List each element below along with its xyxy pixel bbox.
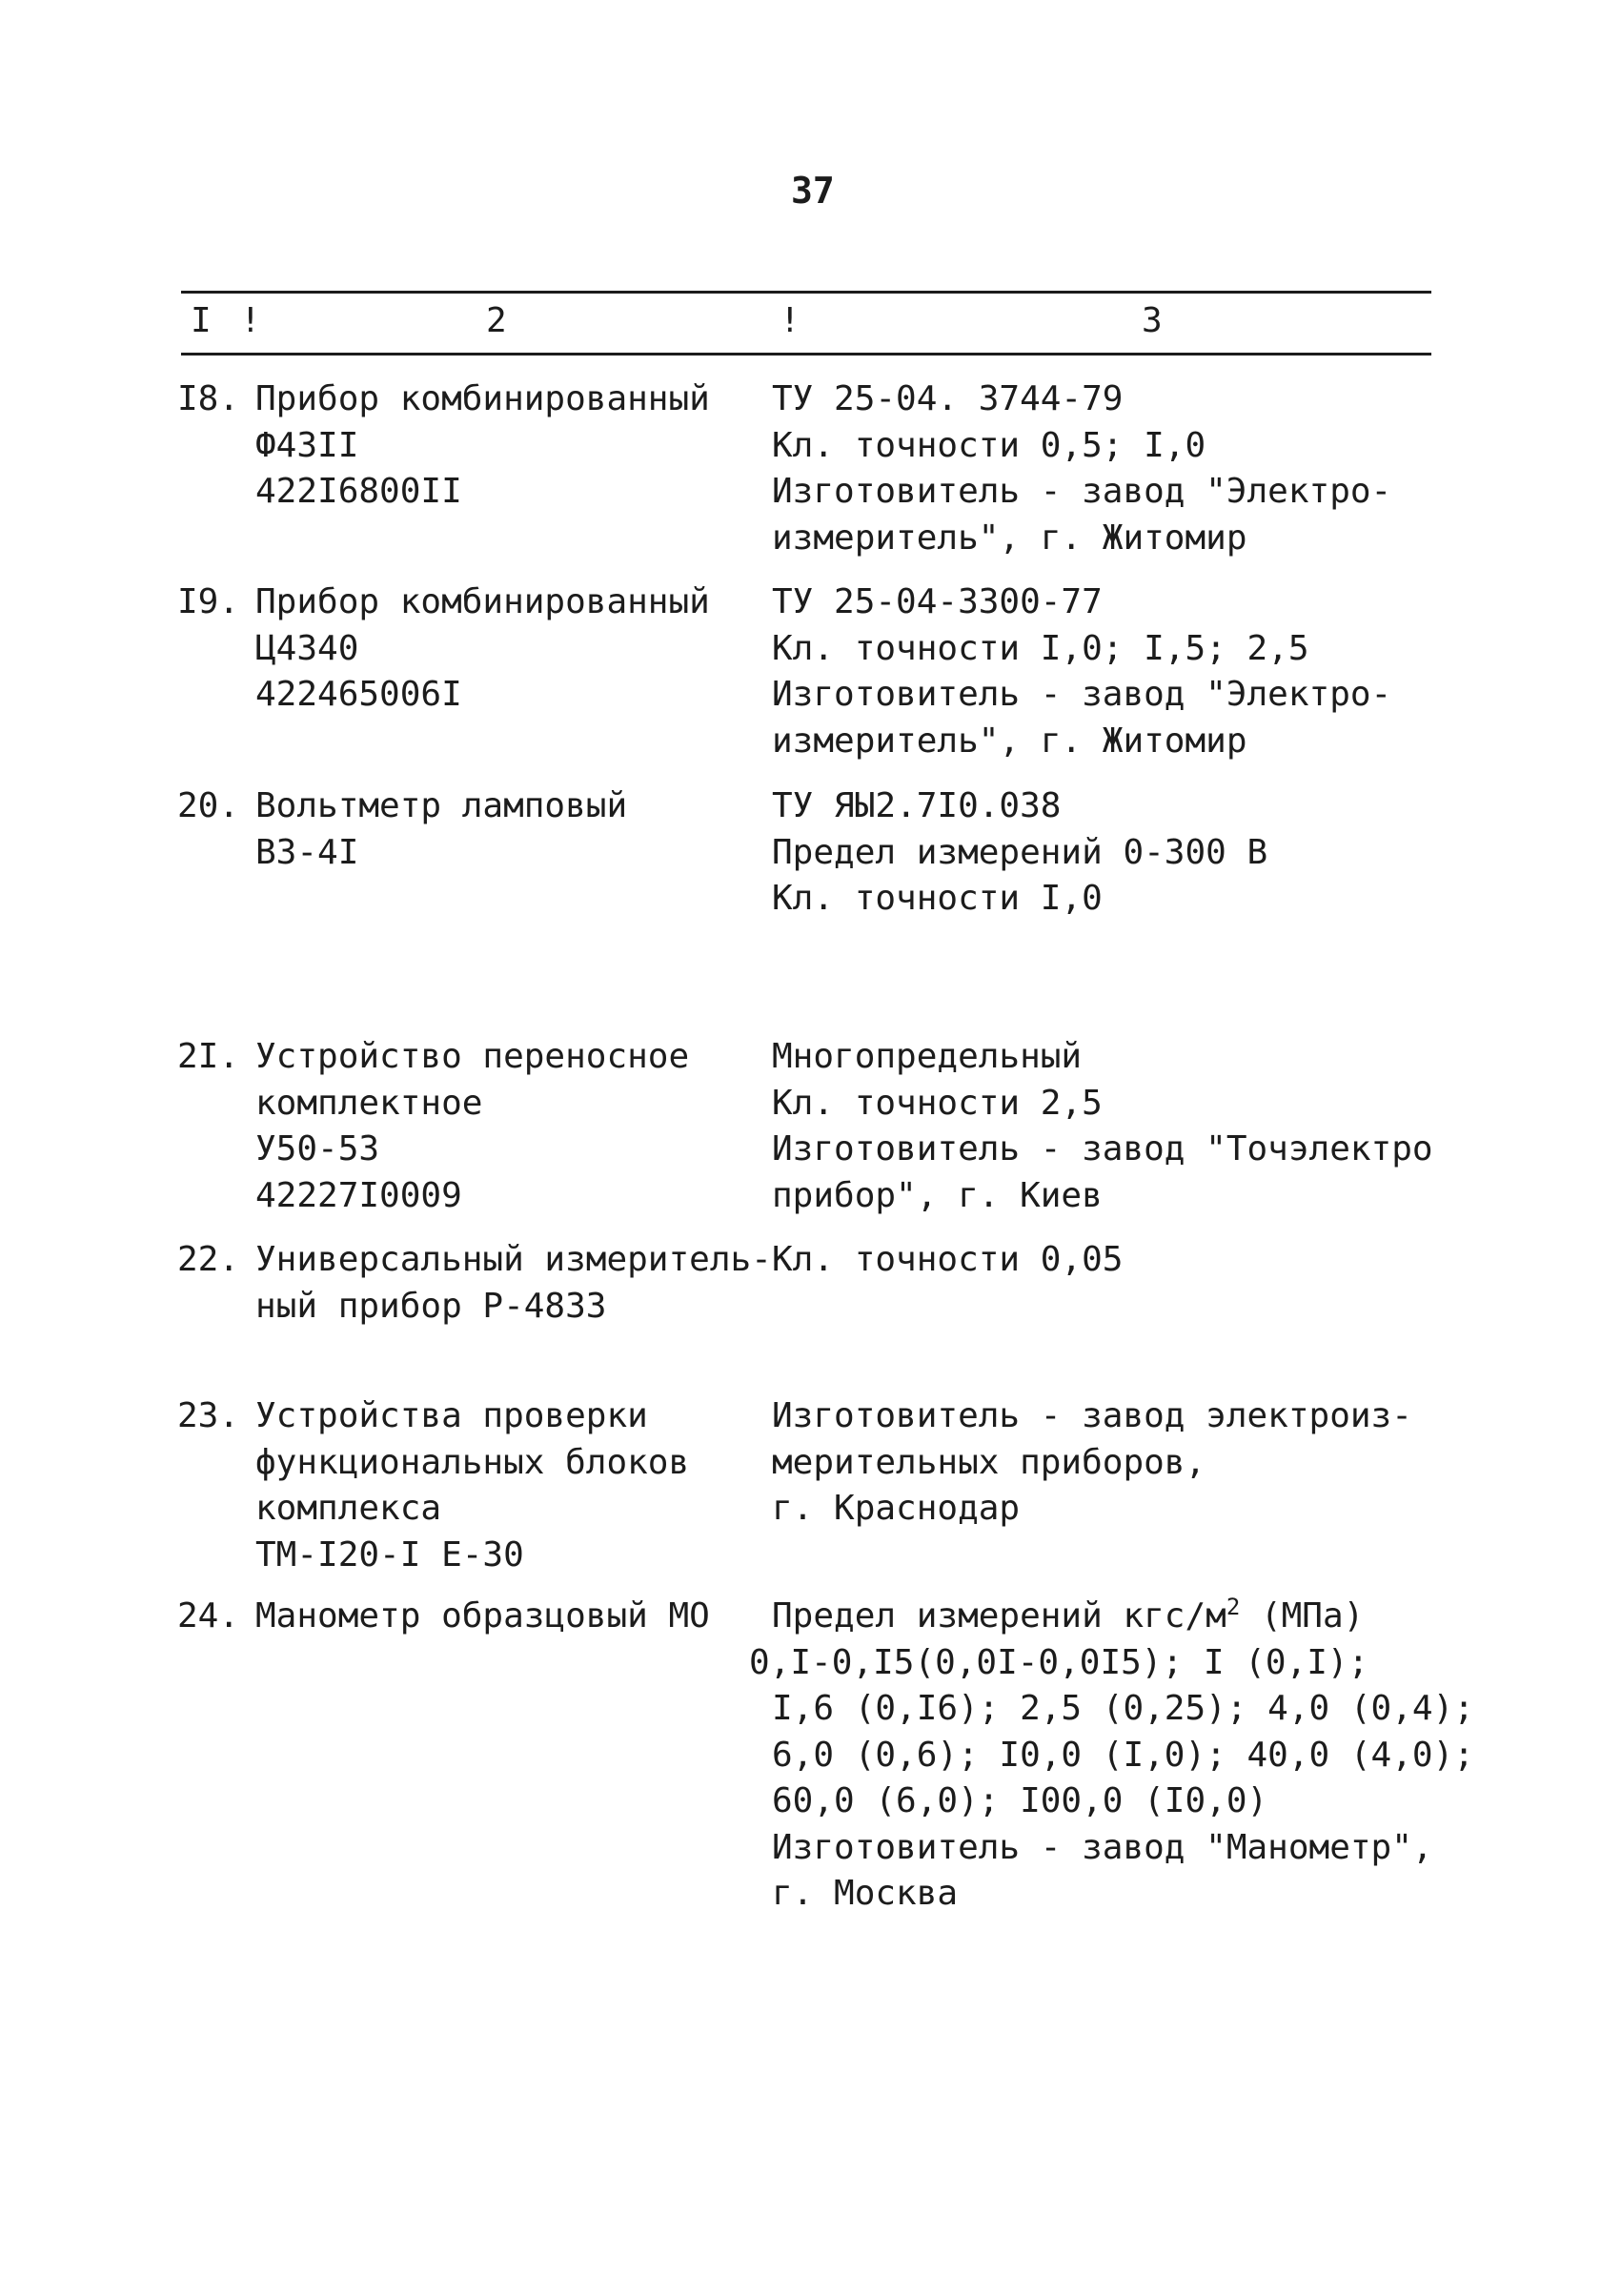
- instrument-name: [255, 1034, 770, 1219]
- entry-number: 24.: [177, 1596, 240, 1636]
- entry-number: 22.: [177, 1240, 240, 1279]
- header-col-2: 2: [486, 301, 507, 340]
- instrument-specs: [772, 1393, 1439, 1533]
- text-line: 422465006I: [255, 675, 462, 714]
- text-line: Изготовитель - завод "Точэлектро: [772, 1129, 1433, 1168]
- header-separator-2: !: [780, 301, 800, 340]
- text-line: мерительных приборов,: [772, 1442, 1206, 1482]
- entry-number: 23.: [177, 1396, 240, 1435]
- text-line: ТУ ЯЫ2.7I0.038: [772, 786, 1062, 825]
- text-line: ТУ 25-04. 3744-79: [772, 379, 1124, 418]
- text-line: Многопредельный: [772, 1037, 1083, 1076]
- header-col-1: I: [191, 301, 212, 340]
- text-line: Устройства проверки: [255, 1396, 648, 1435]
- text-line: ВЗ-4I: [255, 832, 359, 872]
- text-line: г. Краснодар: [772, 1489, 1021, 1528]
- text-line: Изготовитель - завод "Электро-: [772, 675, 1392, 714]
- text-line: ТМ-I20-I Е-30: [255, 1534, 524, 1575]
- entry-number: I9.: [177, 582, 240, 621]
- unit-suffix: (МПа): [1240, 1596, 1365, 1636]
- text-line: Кл. точности 0,05: [772, 1240, 1124, 1279]
- text-line: Манометр образцовый МО: [255, 1596, 710, 1636]
- instrument-name: [255, 579, 770, 719]
- text-line: измеритель", г. Житомир: [772, 518, 1247, 558]
- text-line: Изготовитель - завод электроиз-: [772, 1396, 1412, 1435]
- entry-number: I8.: [177, 379, 240, 418]
- text-line: ный прибор Р-4833: [255, 1286, 607, 1326]
- text-line: Ф43II: [255, 425, 359, 465]
- instrument-specs: [749, 1594, 1474, 1918]
- text-line: 42227I0009: [255, 1175, 462, 1215]
- text-line: функциональных блоков: [255, 1442, 690, 1482]
- instrument-specs: [772, 376, 1439, 561]
- header-separator-1: !: [240, 301, 261, 340]
- text-line: комплектное: [255, 1083, 483, 1123]
- text-line: Кл. точности I,0; I,5; 2,5: [772, 628, 1309, 668]
- text-line: г. Москва: [772, 1874, 959, 1913]
- text-line: Универсальный измеритель-: [255, 1240, 772, 1279]
- text-line: комплекса: [255, 1489, 442, 1528]
- text-line: 6,0 (0,6); I0,0 (I,0); 40,0 (4,0);: [772, 1735, 1474, 1775]
- text-line: измеритель", г. Житомир: [772, 721, 1247, 761]
- text-line: [772, 1594, 1439, 1640]
- superscript: 2: [1226, 1594, 1241, 1620]
- text-line: Изготовитель - завод "Электро-: [772, 472, 1392, 511]
- instrument-name: [255, 1594, 770, 1640]
- text-line: У50-53: [255, 1129, 380, 1168]
- text-line: Кл. точности 0,5; I,0: [772, 425, 1206, 465]
- text-line: Предел измерений 0-300 В: [772, 832, 1268, 872]
- text-line: 60,0 (6,0); I00,0 (I0,0): [772, 1781, 1268, 1820]
- page-number: 37: [791, 170, 835, 212]
- text-line: прибор", г. Киев: [772, 1175, 1103, 1215]
- measurement-range-label: Предел измерений кгс/м: [772, 1596, 1226, 1636]
- table-top-rule: [181, 291, 1431, 294]
- text-line: 422I6800II: [255, 472, 462, 511]
- header-col-3: 3: [1142, 301, 1163, 340]
- text-line: Изготовитель - завод "Манометр",: [772, 1827, 1433, 1867]
- text-line: Прибор комбинированный: [255, 379, 710, 418]
- text-line: Кл. точности I,0: [772, 879, 1103, 918]
- text-line: 0,I-0,I5(0,0I-0,0I5); I (0,I);: [749, 1642, 1369, 1682]
- instrument-name: [255, 376, 770, 516]
- entry-number: 2I.: [177, 1037, 240, 1076]
- text-line: Устройство переносное: [255, 1037, 690, 1076]
- text-line: Прибор комбинированный: [255, 582, 710, 621]
- text-line: Ц4340: [255, 628, 359, 668]
- instrument-specs: [772, 1237, 1439, 1284]
- text-line: I,6 (0,I6); 2,5 (0,25); 4,0 (0,4);: [772, 1689, 1474, 1728]
- instrument-name: [255, 1393, 770, 1578]
- instrument-specs: [772, 783, 1439, 923]
- instrument-name: [255, 1237, 770, 1330]
- text-line: ТУ 25-04-3300-77: [772, 582, 1103, 621]
- instrument-specs: [772, 579, 1439, 764]
- text-line: Кл. точности 2,5: [772, 1083, 1103, 1123]
- instrument-specs: [772, 1034, 1439, 1219]
- table-header-rule: [181, 353, 1431, 356]
- text-line: Вольтметр ламповый: [255, 786, 628, 825]
- entry-number: 20.: [177, 786, 240, 825]
- instrument-name: [255, 783, 770, 876]
